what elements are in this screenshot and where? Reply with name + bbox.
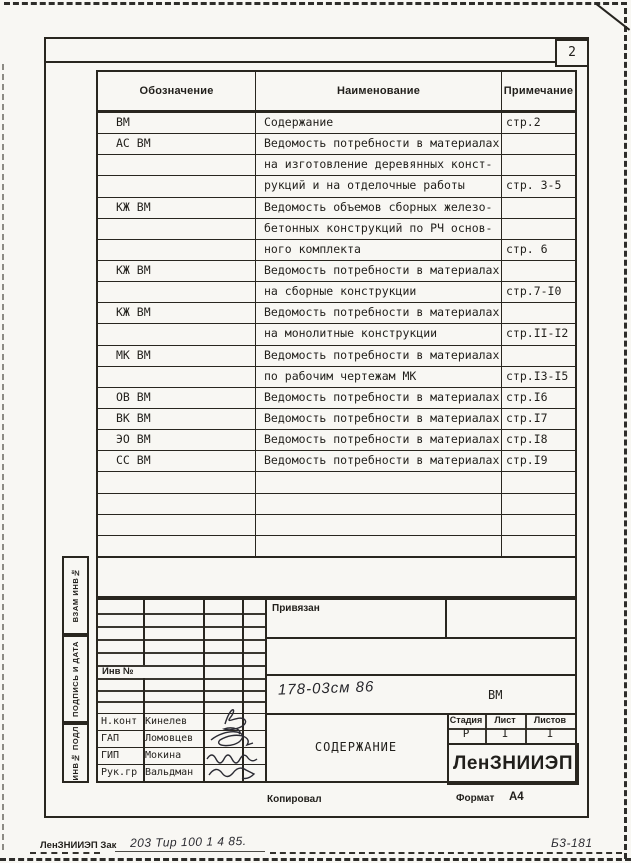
signature-icons bbox=[195, 702, 273, 782]
table-row bbox=[98, 493, 575, 514]
side-strip-label: ВЗАМ ИНВ№ bbox=[71, 568, 80, 623]
side-strip-label: ИНВ№ ПОДЛ bbox=[71, 725, 80, 781]
signature-scribble bbox=[207, 755, 257, 763]
grid-line bbox=[98, 613, 265, 615]
sheet-value: I bbox=[501, 727, 509, 740]
sheets-value: I bbox=[546, 727, 554, 740]
row-designation bbox=[98, 282, 255, 302]
sheet-header: Лист bbox=[494, 715, 516, 725]
kopiroval-label: Копировал bbox=[267, 794, 322, 805]
row-note bbox=[501, 134, 575, 154]
row-title: бетонных конструкций по РЧ основ- bbox=[255, 219, 501, 239]
table-row bbox=[98, 387, 575, 408]
signer-name: Кинелев bbox=[145, 716, 188, 727]
row-designation bbox=[98, 155, 255, 175]
row-title: Ведомость потребности в материалах bbox=[255, 303, 501, 323]
row-designation bbox=[98, 515, 255, 535]
row-note: стр.I6 bbox=[501, 388, 575, 408]
header-designation: Обозначение bbox=[139, 85, 214, 97]
side-strip-vzam bbox=[62, 556, 89, 635]
row-note: стр. 3-5 bbox=[501, 176, 575, 196]
table-row bbox=[98, 260, 575, 281]
row-designation: ВМ bbox=[116, 115, 130, 129]
row-title: Ведомость потребности в материалах bbox=[255, 409, 501, 429]
table-row bbox=[98, 302, 575, 323]
side-strip-podpis bbox=[62, 635, 89, 723]
stage-value: Р bbox=[462, 727, 470, 740]
row-note bbox=[501, 515, 575, 535]
scan-edge-right bbox=[624, 8, 627, 859]
table-row bbox=[98, 175, 575, 196]
row-title: Ведомость потребности в материалах bbox=[255, 451, 501, 471]
inv-number-label: Инв № bbox=[102, 666, 134, 677]
stage-header: Стадия bbox=[449, 715, 483, 725]
title-block-grid bbox=[98, 600, 575, 781]
table-row bbox=[98, 408, 575, 429]
table-header-row bbox=[98, 72, 575, 112]
signature-scribble bbox=[224, 710, 246, 734]
row-note bbox=[501, 346, 575, 366]
table-row bbox=[98, 535, 575, 556]
format-label: Формат bbox=[456, 793, 495, 804]
row-note: стр. 6 bbox=[501, 240, 575, 260]
row-title: на монолитные конструкции bbox=[255, 324, 501, 344]
table-row bbox=[98, 133, 575, 154]
row-designation: КЖ ВМ bbox=[116, 199, 151, 214]
row-title: Ведомость потребности в материалах bbox=[255, 430, 501, 450]
row-note: стр.I7 bbox=[501, 409, 575, 429]
row-title: Ведомость потребности в материалах bbox=[255, 261, 501, 281]
document-number: 178-03см 86 bbox=[277, 678, 375, 699]
side-strip-inv bbox=[62, 723, 89, 783]
table-row bbox=[98, 112, 575, 133]
table-row bbox=[98, 239, 575, 260]
row-note: стр.I8 bbox=[501, 430, 575, 450]
scan-edge-top bbox=[4, 2, 627, 5]
row-note: стр.I3-I5 bbox=[501, 367, 575, 387]
table-row bbox=[98, 471, 575, 492]
scan-edge-bottom bbox=[0, 858, 631, 861]
row-designation: КЖ ВМ bbox=[116, 262, 151, 277]
row-designation: ЭО ВМ bbox=[116, 432, 151, 447]
signer-name: Мокина bbox=[145, 750, 182, 761]
table-row bbox=[98, 323, 575, 344]
grid-line bbox=[98, 626, 265, 628]
table-row bbox=[98, 429, 575, 450]
table-row bbox=[98, 154, 575, 175]
grid-line bbox=[98, 678, 265, 680]
row-title: Ведомость потребности в материалах bbox=[255, 346, 501, 366]
row-designation bbox=[98, 472, 255, 492]
table-row bbox=[98, 345, 575, 366]
row-designation: АС ВМ bbox=[116, 136, 151, 151]
row-note: стр.2 bbox=[501, 113, 575, 133]
row-designation: СС ВМ bbox=[116, 453, 151, 468]
signer-role: Н.конт bbox=[101, 716, 138, 727]
row-designation bbox=[98, 176, 255, 196]
title-block bbox=[96, 598, 577, 783]
print-hand-note: 203 Тир 100 1 4 85. bbox=[129, 833, 247, 851]
document-title: СОДЕРЖАНИЕ bbox=[314, 740, 398, 754]
row-note: стр.II-I2 bbox=[501, 324, 575, 344]
table-row bbox=[98, 450, 575, 471]
row-title: Ведомость объемов сборных железо- bbox=[255, 198, 501, 218]
signer-role: Рук.гр bbox=[101, 767, 138, 778]
row-title: рукций и на отделочные работы bbox=[255, 176, 501, 196]
row-designation bbox=[98, 536, 255, 556]
row-title bbox=[255, 536, 501, 556]
row-designation bbox=[98, 219, 255, 239]
grid-line bbox=[265, 637, 575, 639]
row-designation: ВК ВМ bbox=[116, 410, 151, 425]
grid-line bbox=[143, 600, 145, 665]
table-row bbox=[98, 514, 575, 535]
row-title bbox=[255, 494, 501, 514]
row-title: на изготовление деревянных конст- bbox=[255, 155, 501, 175]
grid-line bbox=[98, 652, 265, 654]
row-designation: МК ВМ bbox=[116, 347, 151, 362]
row-note bbox=[501, 303, 575, 323]
grid-line bbox=[98, 639, 265, 641]
grid-line bbox=[98, 690, 265, 692]
table-row bbox=[98, 281, 575, 302]
scan-edge-left bbox=[2, 64, 4, 850]
signature-scribble bbox=[211, 732, 253, 746]
header-note: Примечание bbox=[501, 72, 575, 110]
row-title: по рабочим чертежам МК bbox=[255, 367, 501, 387]
row-designation bbox=[98, 240, 255, 260]
row-designation: ОВ ВМ bbox=[116, 389, 151, 404]
document-mark: ВМ bbox=[488, 688, 503, 702]
row-note: стр.7-I0 bbox=[501, 282, 575, 302]
row-note bbox=[501, 261, 575, 281]
row-title: Содержание bbox=[255, 113, 501, 133]
row-note bbox=[501, 472, 575, 492]
row-title: Ведомость потребности в материалах bbox=[255, 134, 501, 154]
footer-underline-solid bbox=[115, 851, 265, 852]
footer-underline-dashed bbox=[270, 852, 622, 854]
contents-table bbox=[96, 70, 577, 558]
signature-scribble bbox=[209, 768, 254, 778]
table-row bbox=[98, 197, 575, 218]
bottom-code: Б3-181 bbox=[551, 836, 593, 850]
table-row bbox=[98, 366, 575, 387]
footer-underline-left bbox=[30, 852, 100, 854]
print-org-label: ЛенЗНИИЭП Зак bbox=[40, 840, 117, 851]
format-value: А4 bbox=[509, 791, 524, 803]
signer-role: ГИП bbox=[101, 750, 120, 761]
signer-name: Вальдман bbox=[145, 767, 194, 778]
row-designation bbox=[98, 367, 255, 387]
row-note bbox=[501, 155, 575, 175]
organization-box: ЛенЗНИИЭП bbox=[447, 743, 579, 785]
row-designation bbox=[98, 494, 255, 514]
row-note bbox=[501, 494, 575, 514]
row-title bbox=[255, 472, 501, 492]
table-body bbox=[98, 112, 575, 556]
row-note bbox=[501, 219, 575, 239]
row-note: стр.I9 bbox=[501, 451, 575, 471]
signer-role: ГАП bbox=[101, 733, 120, 744]
row-title: Ведомость потребности в материалах bbox=[255, 388, 501, 408]
sheets-header: Листов bbox=[533, 715, 567, 725]
sheet-number-box: 2 bbox=[555, 39, 589, 67]
top-strip-line bbox=[46, 61, 557, 63]
row-title bbox=[255, 515, 501, 535]
grid-line bbox=[265, 674, 575, 676]
privyazan-label: Привязан bbox=[272, 603, 320, 614]
table-row bbox=[98, 218, 575, 239]
empty-band bbox=[96, 556, 577, 598]
row-designation bbox=[98, 324, 255, 344]
header-name: Наименование bbox=[255, 72, 501, 110]
side-strip-label: ПОДПИСЬ И ДАТА bbox=[71, 641, 80, 717]
signer-name: Ломовцев bbox=[145, 733, 194, 744]
row-title: ного комплекта bbox=[255, 240, 501, 260]
row-title: на сборные конструкции bbox=[255, 282, 501, 302]
row-note bbox=[501, 536, 575, 556]
row-note bbox=[501, 198, 575, 218]
row-designation: КЖ ВМ bbox=[116, 305, 151, 320]
grid-line bbox=[445, 600, 447, 637]
